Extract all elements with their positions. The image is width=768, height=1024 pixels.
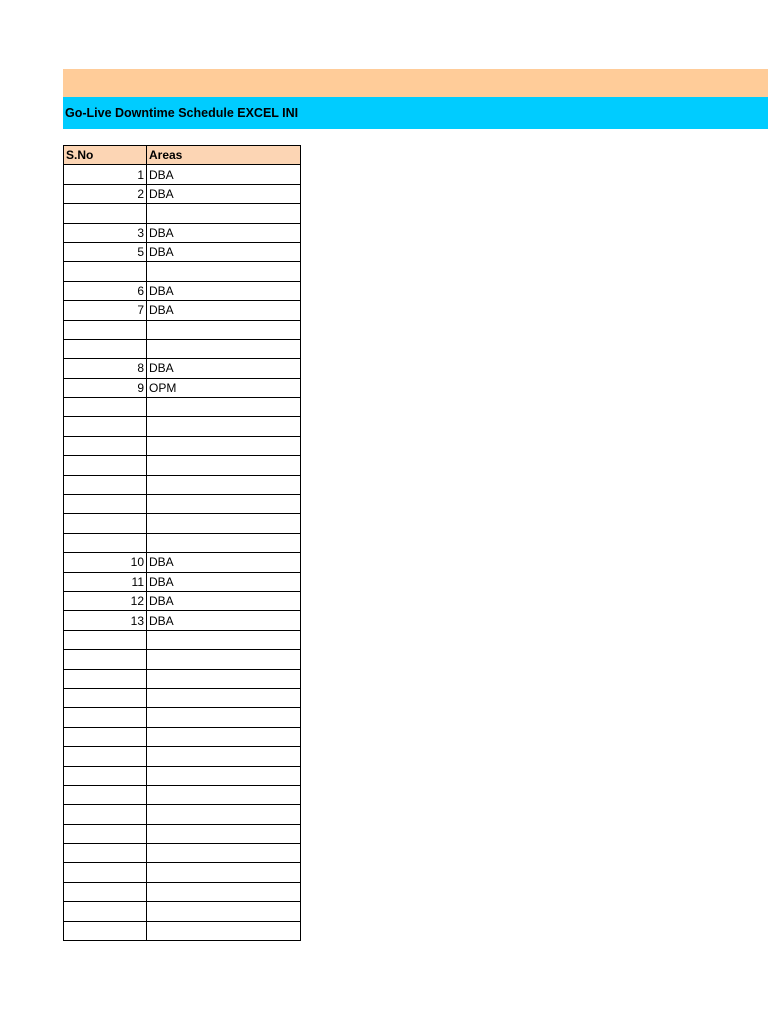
area-cell[interactable]	[147, 262, 301, 281]
sno-cell[interactable]	[64, 650, 147, 669]
area-cell[interactable]: DBA	[147, 359, 301, 378]
area-cell[interactable]: DBA	[147, 184, 301, 203]
table-row	[64, 553, 301, 572]
sno-cell[interactable]: 2	[64, 184, 147, 203]
sno-cell[interactable]	[64, 475, 147, 494]
area-cell[interactable]	[147, 533, 301, 552]
area-cell[interactable]: DBA	[147, 572, 301, 591]
table-row	[64, 805, 301, 824]
table-row	[64, 591, 301, 610]
sno-cell[interactable]	[64, 902, 147, 921]
table-row	[64, 669, 301, 688]
sno-cell[interactable]	[64, 630, 147, 649]
area-cell[interactable]	[147, 204, 301, 223]
sno-cell[interactable]	[64, 785, 147, 804]
sno-cell[interactable]: 1	[64, 165, 147, 184]
area-cell[interactable]: OPM	[147, 378, 301, 397]
table-row	[64, 572, 301, 591]
sno-cell[interactable]	[64, 204, 147, 223]
area-cell[interactable]	[147, 669, 301, 688]
sno-cell[interactable]: 3	[64, 223, 147, 242]
header-areas[interactable]: Areas	[147, 146, 301, 165]
area-cell[interactable]: DBA	[147, 301, 301, 320]
table-row	[64, 262, 301, 281]
table-row	[64, 863, 301, 882]
sno-cell[interactable]	[64, 456, 147, 475]
table-row	[64, 766, 301, 785]
sno-cell[interactable]	[64, 320, 147, 339]
area-cell[interactable]	[147, 882, 301, 901]
area-cell[interactable]: DBA	[147, 281, 301, 300]
table-row	[64, 378, 301, 397]
table-row	[64, 398, 301, 417]
sno-cell[interactable]	[64, 688, 147, 707]
schedule-table	[63, 145, 301, 941]
sno-cell[interactable]	[64, 921, 147, 940]
table-row	[64, 844, 301, 863]
sno-cell[interactable]: 10	[64, 553, 147, 572]
area-cell[interactable]	[147, 495, 301, 514]
table-body	[64, 165, 301, 941]
table-row	[64, 688, 301, 707]
top-color-band	[63, 69, 768, 97]
sno-cell[interactable]	[64, 747, 147, 766]
header-row	[64, 146, 301, 165]
area-cell[interactable]	[147, 785, 301, 804]
table-row	[64, 785, 301, 804]
sno-cell[interactable]	[64, 514, 147, 533]
sno-cell[interactable]	[64, 495, 147, 514]
sheet-title: Go-Live Downtime Schedule EXCEL INI	[65, 106, 299, 120]
area-cell[interactable]: DBA	[147, 242, 301, 261]
sno-cell[interactable]	[64, 339, 147, 358]
table-row	[64, 184, 301, 203]
area-cell[interactable]: DBA	[147, 553, 301, 572]
area-cell[interactable]	[147, 863, 301, 882]
area-cell[interactable]: DBA	[147, 165, 301, 184]
sno-cell[interactable]	[64, 805, 147, 824]
area-cell[interactable]	[147, 456, 301, 475]
sno-cell[interactable]	[64, 708, 147, 727]
sno-cell[interactable]: 13	[64, 611, 147, 630]
area-cell[interactable]	[147, 417, 301, 436]
table-row	[64, 514, 301, 533]
table-row	[64, 242, 301, 261]
area-cell[interactable]	[147, 727, 301, 746]
area-cell[interactable]	[147, 747, 301, 766]
table-row	[64, 824, 301, 843]
area-cell[interactable]	[147, 688, 301, 707]
area-cell[interactable]: DBA	[147, 223, 301, 242]
sno-cell[interactable]	[64, 669, 147, 688]
area-cell[interactable]	[147, 398, 301, 417]
sno-cell[interactable]: 11	[64, 572, 147, 591]
table-row	[64, 223, 301, 242]
area-cell[interactable]	[147, 339, 301, 358]
table-row	[64, 747, 301, 766]
table-row	[64, 204, 301, 223]
sno-cell[interactable]	[64, 844, 147, 863]
sno-cell[interactable]	[64, 766, 147, 785]
table-row	[64, 436, 301, 455]
sno-cell[interactable]: 9	[64, 378, 147, 397]
sno-cell[interactable]	[64, 398, 147, 417]
table-row	[64, 708, 301, 727]
table-row	[64, 281, 301, 300]
area-cell[interactable]: DBA	[147, 611, 301, 630]
table-row	[64, 727, 301, 746]
sno-cell[interactable]: 8	[64, 359, 147, 378]
area-cell[interactable]	[147, 921, 301, 940]
table-row	[64, 533, 301, 552]
sno-cell[interactable]	[64, 824, 147, 843]
area-cell[interactable]	[147, 514, 301, 533]
area-cell[interactable]	[147, 475, 301, 494]
area-cell[interactable]	[147, 844, 301, 863]
table-row	[64, 359, 301, 378]
area-cell[interactable]	[147, 436, 301, 455]
table-row	[64, 611, 301, 630]
table-row	[64, 456, 301, 475]
area-cell[interactable]	[147, 766, 301, 785]
table-row	[64, 417, 301, 436]
sno-cell[interactable]: 7	[64, 301, 147, 320]
table-row	[64, 630, 301, 649]
area-cell[interactable]	[147, 805, 301, 824]
table-row	[64, 902, 301, 921]
sno-cell[interactable]: 12	[64, 591, 147, 610]
sno-cell[interactable]	[64, 533, 147, 552]
table-row	[64, 301, 301, 320]
table-row	[64, 882, 301, 901]
table-row	[64, 475, 301, 494]
area-cell[interactable]	[147, 902, 301, 921]
sno-cell[interactable]	[64, 436, 147, 455]
header-sno[interactable]: S.No	[64, 146, 147, 165]
sno-cell[interactable]	[64, 727, 147, 746]
table-row	[64, 495, 301, 514]
sno-cell[interactable]	[64, 882, 147, 901]
table-row	[64, 320, 301, 339]
area-cell[interactable]	[147, 630, 301, 649]
table-row	[64, 339, 301, 358]
sno-cell[interactable]: 5	[64, 242, 147, 261]
sno-cell[interactable]	[64, 417, 147, 436]
title-band	[63, 97, 768, 129]
sno-cell[interactable]: 6	[64, 281, 147, 300]
sno-cell[interactable]	[64, 863, 147, 882]
area-cell[interactable]: DBA	[147, 591, 301, 610]
area-cell[interactable]	[147, 320, 301, 339]
table-row	[64, 921, 301, 940]
table-row	[64, 165, 301, 184]
table-row	[64, 650, 301, 669]
area-cell[interactable]	[147, 708, 301, 727]
area-cell[interactable]	[147, 824, 301, 843]
sno-cell[interactable]	[64, 262, 147, 281]
area-cell[interactable]	[147, 650, 301, 669]
